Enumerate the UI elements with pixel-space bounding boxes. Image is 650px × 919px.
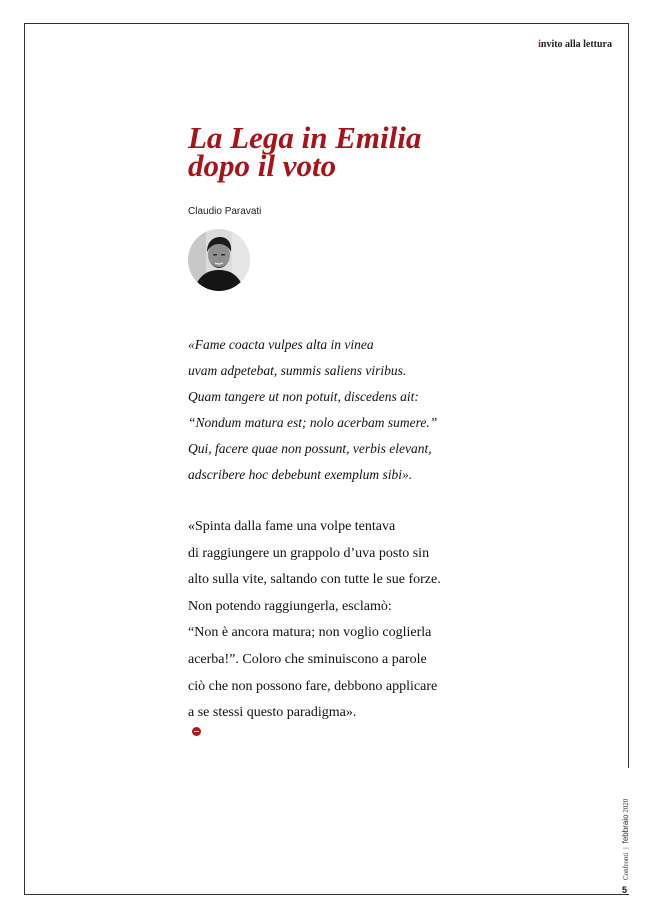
prose-line: alto sulla vite, saltando con tutte le sue forze. [188, 572, 441, 588]
verse-line: «Fame coacta vulpes alta in vinea [188, 337, 374, 352]
prose-line: di raggiungere un grappolo d’uva posto sin [188, 545, 430, 561]
verse-line: uvam adpetebat, summis saliens viribus. [188, 363, 407, 378]
article-title [188, 120, 422, 183]
page-frame-right [628, 23, 629, 768]
magazine-name: Confronti [622, 852, 630, 880]
section-label-text: nvito alla lettura [540, 39, 612, 50]
page-frame-top [24, 23, 629, 24]
page-frame-bottom [24, 894, 629, 895]
title-line-1: La Lega in Emilia [188, 120, 422, 155]
prose-line: ciò che non possono fare, debbono applicare [188, 678, 438, 694]
footer-separator: | [622, 847, 630, 849]
prose-line: «Spinta dalla fame una volpe tentava [188, 519, 396, 534]
italian-translation [188, 514, 441, 736]
section-label-initial: i [538, 39, 541, 50]
page-frame-left [24, 23, 25, 895]
verse-line: Quam tangere ut non potuit, discedens ait: [188, 389, 419, 404]
issue-year: 2020 [622, 798, 630, 813]
end-of-article-icon [192, 727, 201, 736]
prose-line: a se stessi questo paradigma». [188, 705, 357, 721]
author-name: Claudio Paravati [188, 206, 262, 217]
verse-line: adscribere hoc debebunt exemplum sibi». [188, 467, 413, 482]
issue-month: febbraio [621, 814, 630, 844]
verse-line: Qui, facere quae non possunt, verbis elevant, [188, 441, 432, 456]
latin-verse [188, 332, 437, 488]
side-footer [621, 799, 630, 880]
section-label [538, 39, 612, 50]
prose-line: “Non è ancora matura; non voglio coglierla [188, 625, 432, 641]
verse-line: “Nondum matura est; nolo acerbam sumere.” [188, 415, 438, 430]
prose-line-last [188, 700, 441, 736]
prose-line: acerba!”. Coloro che sminuiscono a parole [188, 651, 427, 667]
prose-line: Non potendo raggiungerla, esclamò: [188, 598, 392, 614]
author-photo [188, 229, 250, 291]
author-avatar [188, 229, 250, 291]
title-line-2: dopo il voto [188, 148, 337, 183]
page-number: 5 [622, 885, 628, 895]
